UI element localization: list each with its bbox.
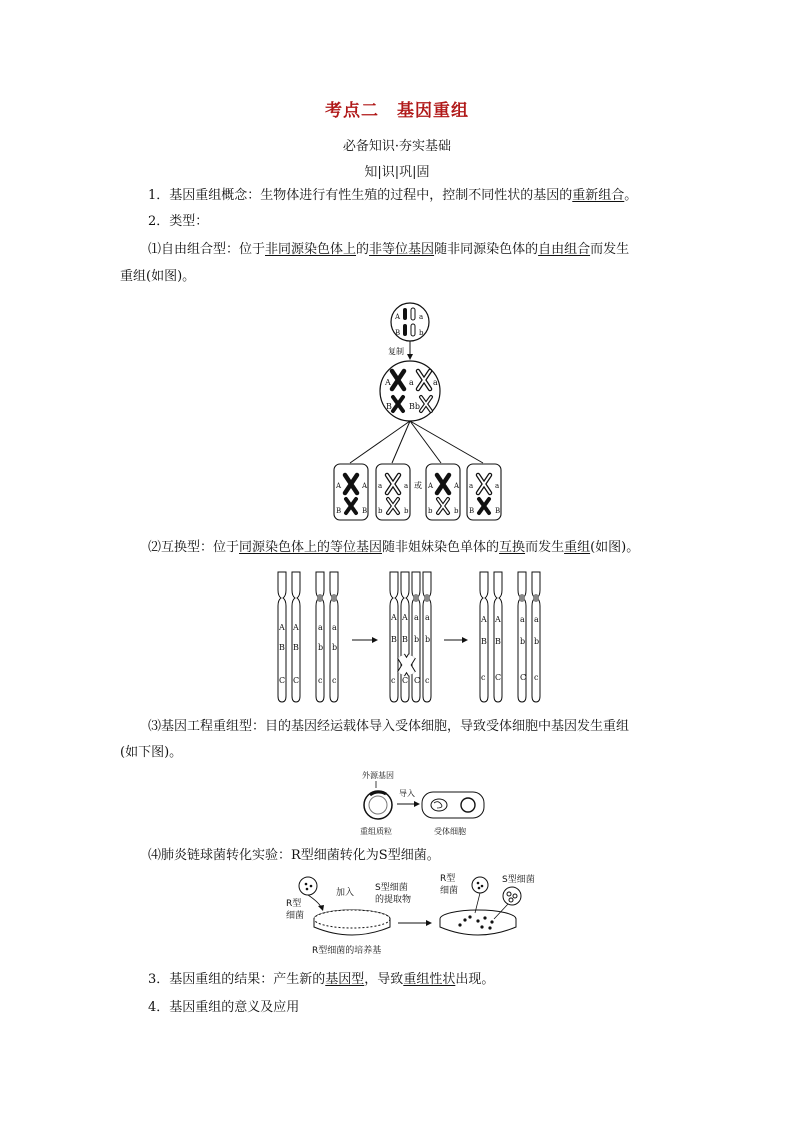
foreign-gene-label: 外源基因 [362,771,394,780]
figure-transformation [280,873,545,963]
gene-label: C [414,676,421,685]
gene-label: c [534,673,539,682]
gene-label: B [391,635,397,644]
gene-label: a [409,378,414,387]
figure-crossing-over [268,570,558,705]
type-1-t2: 的 [356,242,370,257]
gene-label: b [454,507,459,515]
gene-label: a [433,378,438,387]
gene-label: b [425,635,431,644]
s-extract-label-2: 的提取物 [375,895,412,905]
figure-genetic-engineering [352,768,492,840]
item-3-t3: 出现。 [455,972,495,987]
gene-label: C [495,673,502,682]
item-3-u1: 基因型 [325,972,365,987]
import-label: 导入 [399,789,415,798]
gene-label: C [293,676,300,685]
gene-label: a [534,615,539,624]
type-2-t3: 而发生 [525,540,565,555]
gene-label: a [414,613,419,622]
type-2-t1: ⑵互换型：位于 [148,540,240,555]
s-label: S型细菌 [502,875,535,885]
gene-label: b [534,637,540,646]
gene-label: B [495,637,501,646]
gene-label: b [419,329,424,337]
type-3-line2: (如下图)。 [120,745,183,760]
gene-label: b [404,507,409,515]
gene-label: B [469,507,475,515]
gene-label: B [386,402,392,411]
s-extract-label: S型细菌 [375,883,408,893]
item-1-suffix: 。 [624,188,638,203]
gene-label: A [362,482,368,490]
section-title-text: 基因重组 [397,101,469,121]
type-2-u1: 同源染色体上的等位基因 [239,540,383,555]
r-bacteria-label-2: 细菌 [286,911,305,921]
gene-label: b [414,635,420,644]
type-1-u2: 非等位基因 [369,242,435,257]
r-label: R型 [440,874,456,884]
gene-label: a [404,482,409,490]
gene-label: A [495,615,501,624]
gene-label: B [293,643,299,652]
type-1-t1: ⑴自由组合型：位于 [148,242,266,257]
gene-label: b [520,637,526,646]
or-label: 或 [414,481,422,490]
section-title-number: 考点二 [325,101,379,121]
gene-label: a [332,623,337,632]
gene-label: A [385,378,391,387]
gene-label: B [481,637,487,646]
gene-label: C [520,673,527,682]
gene-label: A [391,613,397,622]
gene-label: B [279,643,285,652]
gene-label: C [279,676,286,685]
item-3 [120,967,676,993]
item-3-t2: ，导致 [364,972,404,987]
item-1-text: 1．基因重组概念：生物体进行有性生殖的过程中，控制不同性状的基因的 [148,188,573,203]
type-1-u3: 自由组合 [538,242,591,257]
item-3-t1: 3．基因重组的结果：产生新的 [148,972,326,987]
type-2-t4: (如图)。 [590,540,640,555]
gene-label: B [336,507,342,515]
gene-label: a [520,615,525,624]
gene-label: c [391,676,396,685]
gene-label: A [454,482,460,490]
gene-label: a [495,482,500,490]
type-2-u3: 重组 [564,540,591,555]
type-2-t2: 随非姐妹染色单体的 [382,540,500,555]
item-2: 2．类型： [148,214,209,229]
subtitle-knowledge: 知|识|巩|固 [364,165,430,180]
gene-label: B [395,329,401,337]
item-1-underline: 重新组合 [572,188,625,203]
gene-label: A [428,482,434,490]
gene-label: A [279,623,285,632]
gene-label: A [402,613,408,622]
gene-label: a [378,482,383,490]
r-bacteria-label: R型 [286,899,302,909]
medium-label: R型细菌的培养基 [312,946,382,956]
type-3: ⑶基因工程重组型：目的基因经运载体导入受体细胞，导致受体细胞中基因发生重组 [148,719,630,734]
item-3-u2: 重组性状 [403,972,456,987]
gene-label: a [425,613,430,622]
item-4: 4．基因重组的意义及应用 [148,1000,300,1015]
gene-label: c [332,676,337,685]
gene-label: A [336,482,342,490]
add-label: 加入 [336,888,355,898]
gene-label: c [481,673,486,682]
subtitle: 必备知识·夯实基础 [342,139,452,154]
type-1 [120,237,676,263]
gene-label: B [402,635,408,644]
section-title [0,96,794,121]
gene-label: a [318,623,323,632]
type-1-t3: 随非同源染色体的 [434,242,539,257]
gene-label: b [318,643,324,652]
gene-label: B [362,507,368,515]
type-1-u1: 非同源染色体上 [265,242,357,257]
type-2-u2: 互换 [499,540,526,555]
gene-label: b [428,507,433,515]
gene-label: c [318,676,323,685]
gene-label: c [425,676,430,685]
gene-label: a [419,313,424,321]
type-4: ⑷肺炎链球菌转化实验：R型细菌转化为S型细菌。 [148,848,440,863]
recipient-label: 受体细胞 [434,827,466,836]
gene-label: A [293,623,299,632]
type-1-t4: 而发生 [590,242,630,257]
plasmid-label: 重组质粒 [360,827,392,836]
gene-label: A [395,313,401,321]
r-label-2: 细菌 [440,886,459,896]
gene-label: Bb [409,402,420,411]
gene-label: b [378,507,383,515]
gene-label: C [402,676,409,685]
gene-label: b [332,643,338,652]
gene-label: a [469,482,474,490]
type-2 [120,535,676,561]
gene-label: B [495,507,501,515]
item-1 [120,183,676,209]
figure-independent-assortment [320,300,520,525]
gene-label: A [481,615,487,624]
type-1-line2: 重组(如图)。 [120,269,196,284]
copy-label: 复制 [388,347,404,356]
